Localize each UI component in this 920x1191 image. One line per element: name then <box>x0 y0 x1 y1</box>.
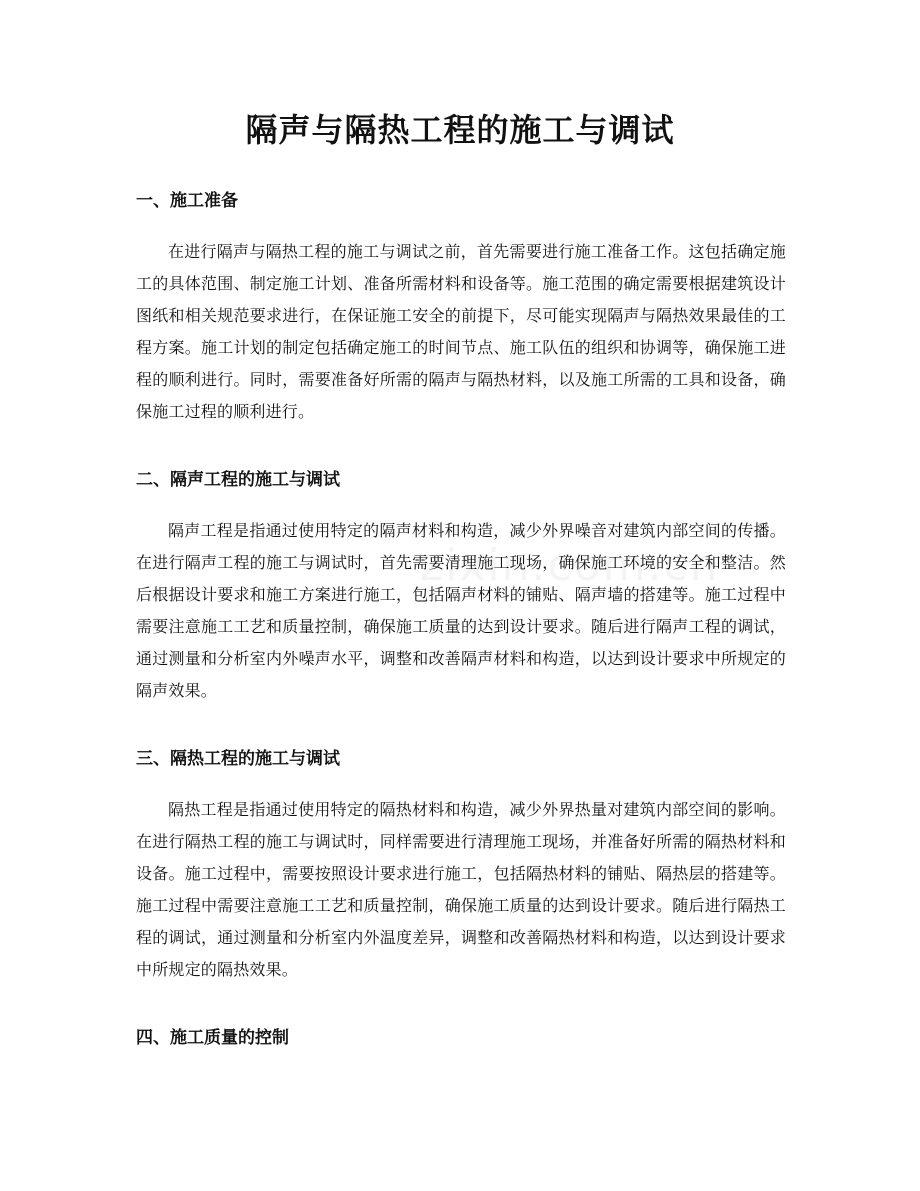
document-title: 隔声与隔热工程的施工与调试 <box>245 111 675 149</box>
section-heading: 二、隔声工程的施工与调试 <box>136 470 340 490</box>
section-paragraph: 在进行隔声与隔热工程的施工与调试之前，首先需要进行施工准备工作。这包括确定施工的具体范围、制定施工计划、准备所需材料和设备等。施工范围的确定需要根据建筑设计图纸和相关规范要求进行，在保证施工安全的前提下，尽可能实现隔声与隔热效果最佳的工程方案。施工计划的制定包括确定施工的时间节点、施工队伍的组织和协调等，确保施工进程的顺利进行。同时，需要准备好所需的隔声与隔热材料，以及施工所需的工具和设备，确保施工过程的顺利进行。 <box>136 242 786 421</box>
section-heading: 一、施工准备 <box>136 191 238 211</box>
section-heading: 三、隔热工程的施工与调试 <box>136 749 340 769</box>
section-preparation <box>136 187 786 428</box>
section-heading: 四、施工质量的控制 <box>136 1028 289 1048</box>
section-quality-control <box>136 1024 786 1052</box>
section-paragraph: 隔声工程是指通过使用特定的隔声材料和构造，减少外界噪音对建筑内部空间的传播。在进行隔声工程的施工与调试时，首先需要清理施工现场，确保施工环境的安全和整洁。然后根据设计要求和施工方案进行施工，包括隔声材料的铺贴、隔声墙的搭建等。施工过程中需要注意施工工艺和质量控制，确保施工质量的达到设计要求。随后进行隔声工程的调试，通过测量和分析室内外噪声水平，调整和改善隔声材料和构造，以达到设计要求中所规定的隔声效果。 <box>136 521 786 700</box>
section-paragraph: 隔热工程是指通过使用特定的隔热材料和构造，减少外界热量对建筑内部空间的影响。在进行隔热工程的施工与调试时，同样需要进行清理施工现场，并准备好所需的隔热材料和设备。施工过程中，需要按照设计要求进行施工，包括隔热材料的铺贴、隔热层的搭建等。施工过程中需要注意施工工艺和质量控制，确保施工质量的达到设计要求。随后进行隔热工程的调试，通过测量和分析室内外温度差异，调整和改善隔热材料和构造，以达到设计要求中所规定的隔热效果。 <box>136 800 786 979</box>
section-sound-insulation <box>136 466 786 707</box>
section-heat-insulation <box>136 745 786 986</box>
